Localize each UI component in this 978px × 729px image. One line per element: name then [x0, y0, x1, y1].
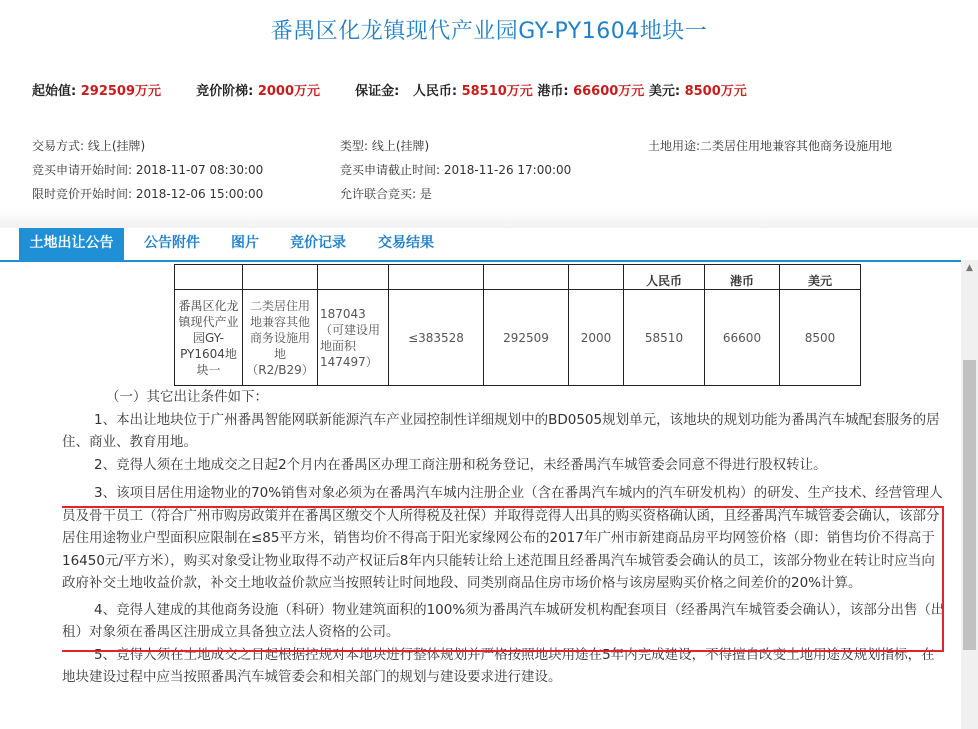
announcement-content — [62, 264, 952, 729]
tab-bar — [0, 228, 978, 262]
header-hkd: 港币 — [705, 265, 780, 290]
cell-parcel-name: 番禺区化龙镇现代产业园GY-PY1604地块一 — [175, 290, 243, 386]
header-usd: 美元 — [780, 265, 861, 290]
condition-1: 1、本出让地块位于广州番禺智能网联新能源汽车产业园控制性详细规划中的BD0505规划单元，该地块的规划功能为番禺汽车城配套服务的居住、商业、教育用地。 — [62, 411, 940, 450]
cell-usd: 8500 — [780, 290, 861, 386]
tab-results[interactable]: 交易结果 — [378, 235, 434, 251]
cell-hkd: 66600 — [705, 290, 780, 386]
condition-5: 5、竞得人须在土地成交之日起根据控规对本地块进行整体规划并严格按照地块用途在5年内完成建设，不得擅自改变土地用途及规划指标，在地块建设过程中应当按照番禺汽车城管委会和相关部门的规划与建设要求进行建设。 — [62, 646, 935, 685]
cell-area: 187043（可建设用地面积147497） — [318, 290, 389, 386]
usd-deposit-value: 8500万元 — [684, 84, 747, 99]
cell-bid-step: 2000 — [569, 290, 624, 386]
table-row — [175, 290, 861, 386]
condition-2: 2、竞得人须在土地成交之日起2个月内在番禺区办理工商注册和税务登记，未经番禺汽车城管委会同意不得进行股权转让。 — [94, 456, 827, 473]
cell-land-use: 二类居住用地兼容其他商务设施用地（R2/B29） — [243, 290, 318, 386]
rmb-label: 人民币: — [412, 84, 458, 99]
table-header-row — [175, 265, 861, 290]
deposit-label: 保证金: — [355, 84, 400, 99]
cell-floor-area: ≤383528 — [389, 290, 484, 386]
land-info-table — [174, 264, 861, 386]
auction-type: 类型: 线上(挂牌) — [340, 139, 430, 153]
section-divider — [0, 208, 978, 228]
tab-announcement[interactable]: 土地出让公告 — [19, 228, 124, 260]
apply-start-time: 竞买申请开始时间: 2018-11-07 08:30:00 — [32, 163, 264, 177]
hkd-label: 港币: — [537, 84, 569, 99]
usd-label: 美元: — [648, 84, 681, 99]
cell-rmb: 58510 — [624, 290, 705, 386]
condition-3: 3、该项目居住用途物业的70%销售对象必须为在番禺汽车城内注册企业（含在番禺汽车城内的汽车研发机构）的研发、生产技术、经营管理人员及骨干员工（符合广州市购房政策并在番禺区缴交个人所得税及社保）并取得竞得人出具的购买资格确认函，且经番禺汽车城管委会确认，该部分居住用途物业户型面积应限制在≤85平方米，销售均价不得高于阳光家缘网公布的2017年广州市新建商品房平均网签价格（即：销售均价不得高于16450元/平方米），购买对象受让物业取得不动产权证后8年内只能转让给上述范围且经番禺汽车城管委会确认的员工，该部分物业在转让时应当向政府补交土地收益价款，补交土地收益价款应当按照转让时间地段、同类别商品住房市场价格与该房屋购买价格之间差价的20%计算。 — [62, 485, 943, 591]
bid-step-label: 竞价阶梯: — [196, 84, 254, 99]
tab-attachments[interactable]: 公告附件 — [144, 235, 200, 251]
scroll-thumb[interactable] — [963, 360, 976, 650]
page-title: 番禺区化龙镇现代产业园GY-PY1604地块一 — [270, 19, 708, 44]
joint-bid-allowed: 允许联合竞买: 是 — [340, 187, 432, 201]
scroll-up-arrow-icon[interactable]: ▲ — [966, 263, 973, 273]
trade-mode: 交易方式: 线上(挂牌) — [32, 139, 146, 153]
highlight-box — [62, 506, 944, 652]
condition-4: 4、竞得人建成的其他商务设施（科研）物业建筑面积的100%须为番禺汽车城研发机构配套项目（经番禺汽车城管委会确认），该部分出售（出租）对象须在番禺区注册成立具备独立法人资格的公司。 — [62, 601, 945, 640]
bid-step-value: 2000万元 — [257, 84, 320, 99]
limited-bid-start-time: 限时竞价开始时间: 2018-12-06 15:00:00 — [32, 187, 264, 201]
rmb-deposit-value: 58510万元 — [461, 84, 533, 99]
tab-bid-records[interactable]: 竞价记录 — [290, 235, 346, 251]
start-price-label: 起始值: — [32, 84, 77, 99]
conditions-heading: （一）其它出让条件如下： — [106, 389, 268, 405]
start-price-value: 292509万元 — [80, 84, 162, 99]
hkd-deposit-value: 66600万元 — [573, 84, 645, 99]
tab-images[interactable]: 图片 — [231, 235, 259, 251]
land-use: 土地用途:二类居住用地兼容其他商务设施用地 — [648, 139, 893, 153]
cell-start-price: 292509 — [484, 290, 569, 386]
content-scrollbar[interactable] — [961, 260, 978, 729]
header-rmb: 人民币 — [624, 265, 705, 290]
price-summary — [32, 80, 747, 99]
apply-end-time: 竞买申请截止时间: 2018-11-26 17:00:00 — [340, 163, 572, 177]
